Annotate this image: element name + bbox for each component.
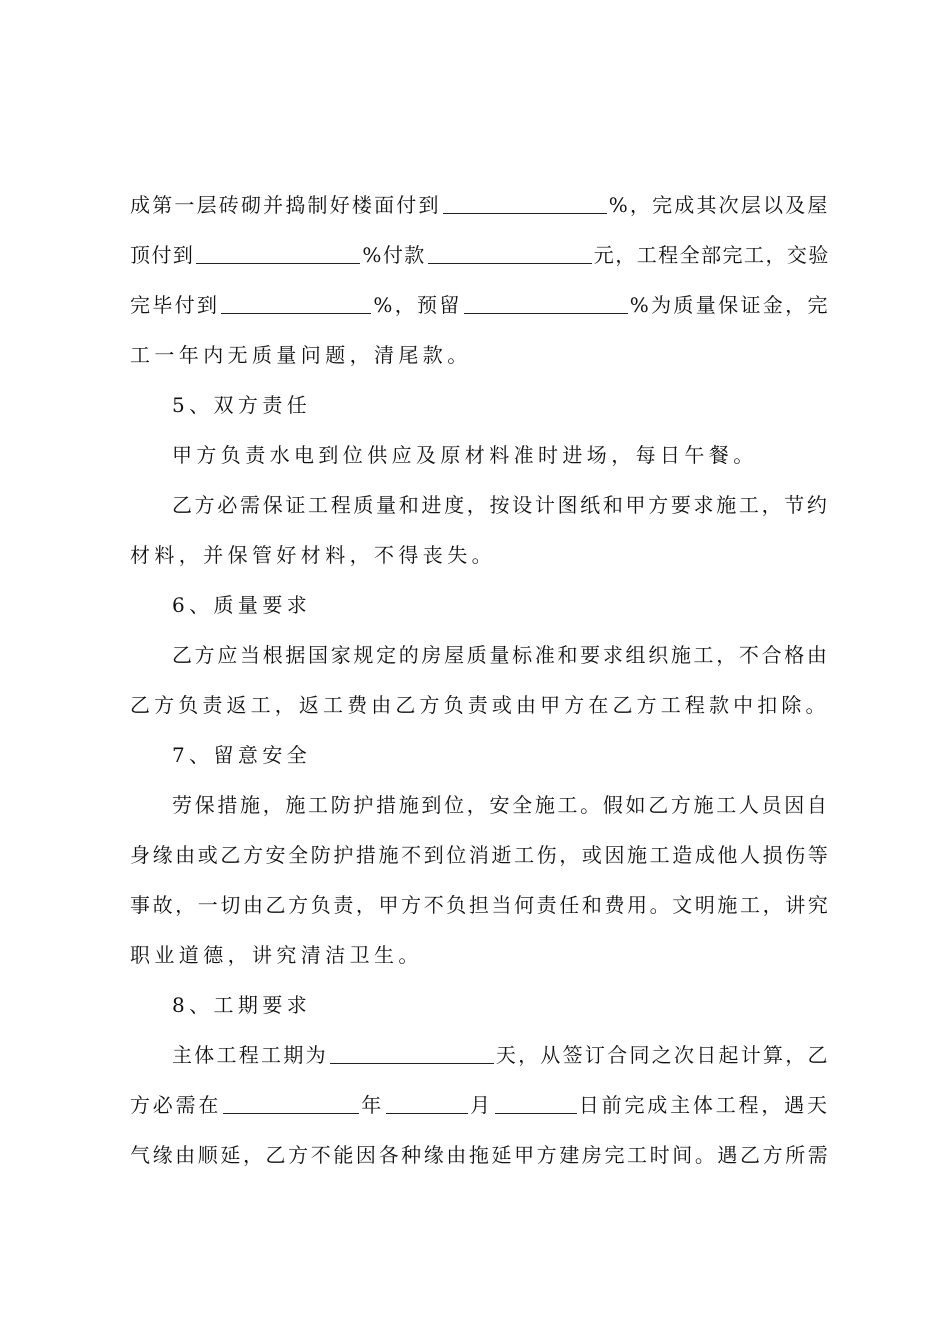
- text-line: [130, 690, 830, 720]
- text-segment: %，完成其次层以及屋: [608, 193, 830, 217]
- fill-blank[interactable]: [221, 293, 371, 314]
- text-segment: 完毕付到: [130, 293, 220, 317]
- section-heading: [172, 390, 311, 420]
- text-line: [172, 640, 830, 670]
- text-line: [172, 1040, 830, 1070]
- text-segment: 月: [470, 1093, 493, 1117]
- text-segment: %为质量保证金，完: [629, 293, 830, 317]
- fill-blank[interactable]: [428, 243, 592, 264]
- fill-blank[interactable]: [443, 193, 607, 214]
- text-line: [130, 290, 830, 320]
- fill-blank[interactable]: [495, 1093, 577, 1114]
- fill-blank[interactable]: [330, 1043, 494, 1064]
- text-segment: 气缘由顺延，乙方不能因各种缘由拖延甲方建房完工时间。遇乙方所需: [130, 1143, 831, 1167]
- text-segment: 成第一层砖砌并捣制好楼面付到: [130, 193, 441, 217]
- text-segment: 乙方必需保证工程质量和进度，按设计图纸和甲方要求施工，节约: [172, 493, 830, 517]
- text-segment: 年: [361, 1093, 385, 1117]
- text-line: [130, 240, 830, 270]
- text-segment: 主体工程工期为: [172, 1043, 328, 1067]
- text-segment: 乙方负责返工，返工费由乙方负责或由甲方在乙方工程款中扣除。: [130, 693, 830, 717]
- fill-blank[interactable]: [386, 1093, 468, 1114]
- section-heading: [172, 990, 311, 1020]
- text-segment: 乙方应当根据国家规定的房屋质量标准和要求组织施工，不合格由: [172, 643, 830, 667]
- fill-blank[interactable]: [196, 243, 360, 264]
- text-segment: 5、双方责任: [172, 393, 312, 417]
- text-line: [172, 790, 830, 820]
- text-line: [130, 340, 472, 370]
- text-segment: %付款: [362, 243, 426, 267]
- text-segment: 7、留意安全: [172, 743, 312, 767]
- text-segment: 甲方负责水电到位供应及原材料准时进场，每日午餐。: [172, 443, 758, 467]
- text-segment: 顶付到: [130, 243, 195, 267]
- text-line: [130, 840, 830, 870]
- fill-blank[interactable]: [464, 293, 628, 314]
- text-segment: 元，工程全部完工，交验: [593, 243, 830, 267]
- text-segment: 工一年内无质量问题，清尾款。: [130, 343, 472, 367]
- text-segment: 身缘由或乙方安全防护措施不到位消逝工伤，或因施工造成他人损伤等: [130, 843, 831, 867]
- text-segment: 劳保措施，施工防护措施到位，安全施工。假如乙方施工人员因自: [172, 793, 830, 817]
- text-segment: 材料，并保管好材料，不得丧失。: [130, 543, 496, 567]
- text-segment: 6、质量要求: [172, 593, 312, 617]
- text-line: [130, 1090, 830, 1120]
- text-line: [130, 890, 830, 920]
- text-segment: 职业道德，讲究清洁卫生。: [130, 943, 423, 967]
- text-line: [130, 540, 496, 570]
- text-segment: %，预留: [373, 293, 462, 317]
- text-line: [130, 190, 830, 220]
- fill-blank[interactable]: [223, 1093, 359, 1114]
- text-segment: 事故，一切由乙方负责，甲方不负担当何责任和费用。文明施工，讲究: [130, 893, 831, 917]
- text-segment: 8、工期要求: [172, 993, 312, 1017]
- text-line: [172, 490, 830, 520]
- text-segment: 天，从签订合同之次日起计算，乙: [495, 1043, 830, 1067]
- text-line: [172, 440, 758, 470]
- section-heading: [172, 590, 311, 620]
- text-line: [130, 1140, 830, 1170]
- text-segment: 方必需在: [130, 1093, 222, 1117]
- text-segment: 日前完成主体工程，遇天: [578, 1093, 830, 1117]
- text-line: [130, 940, 423, 970]
- section-heading: [172, 740, 311, 770]
